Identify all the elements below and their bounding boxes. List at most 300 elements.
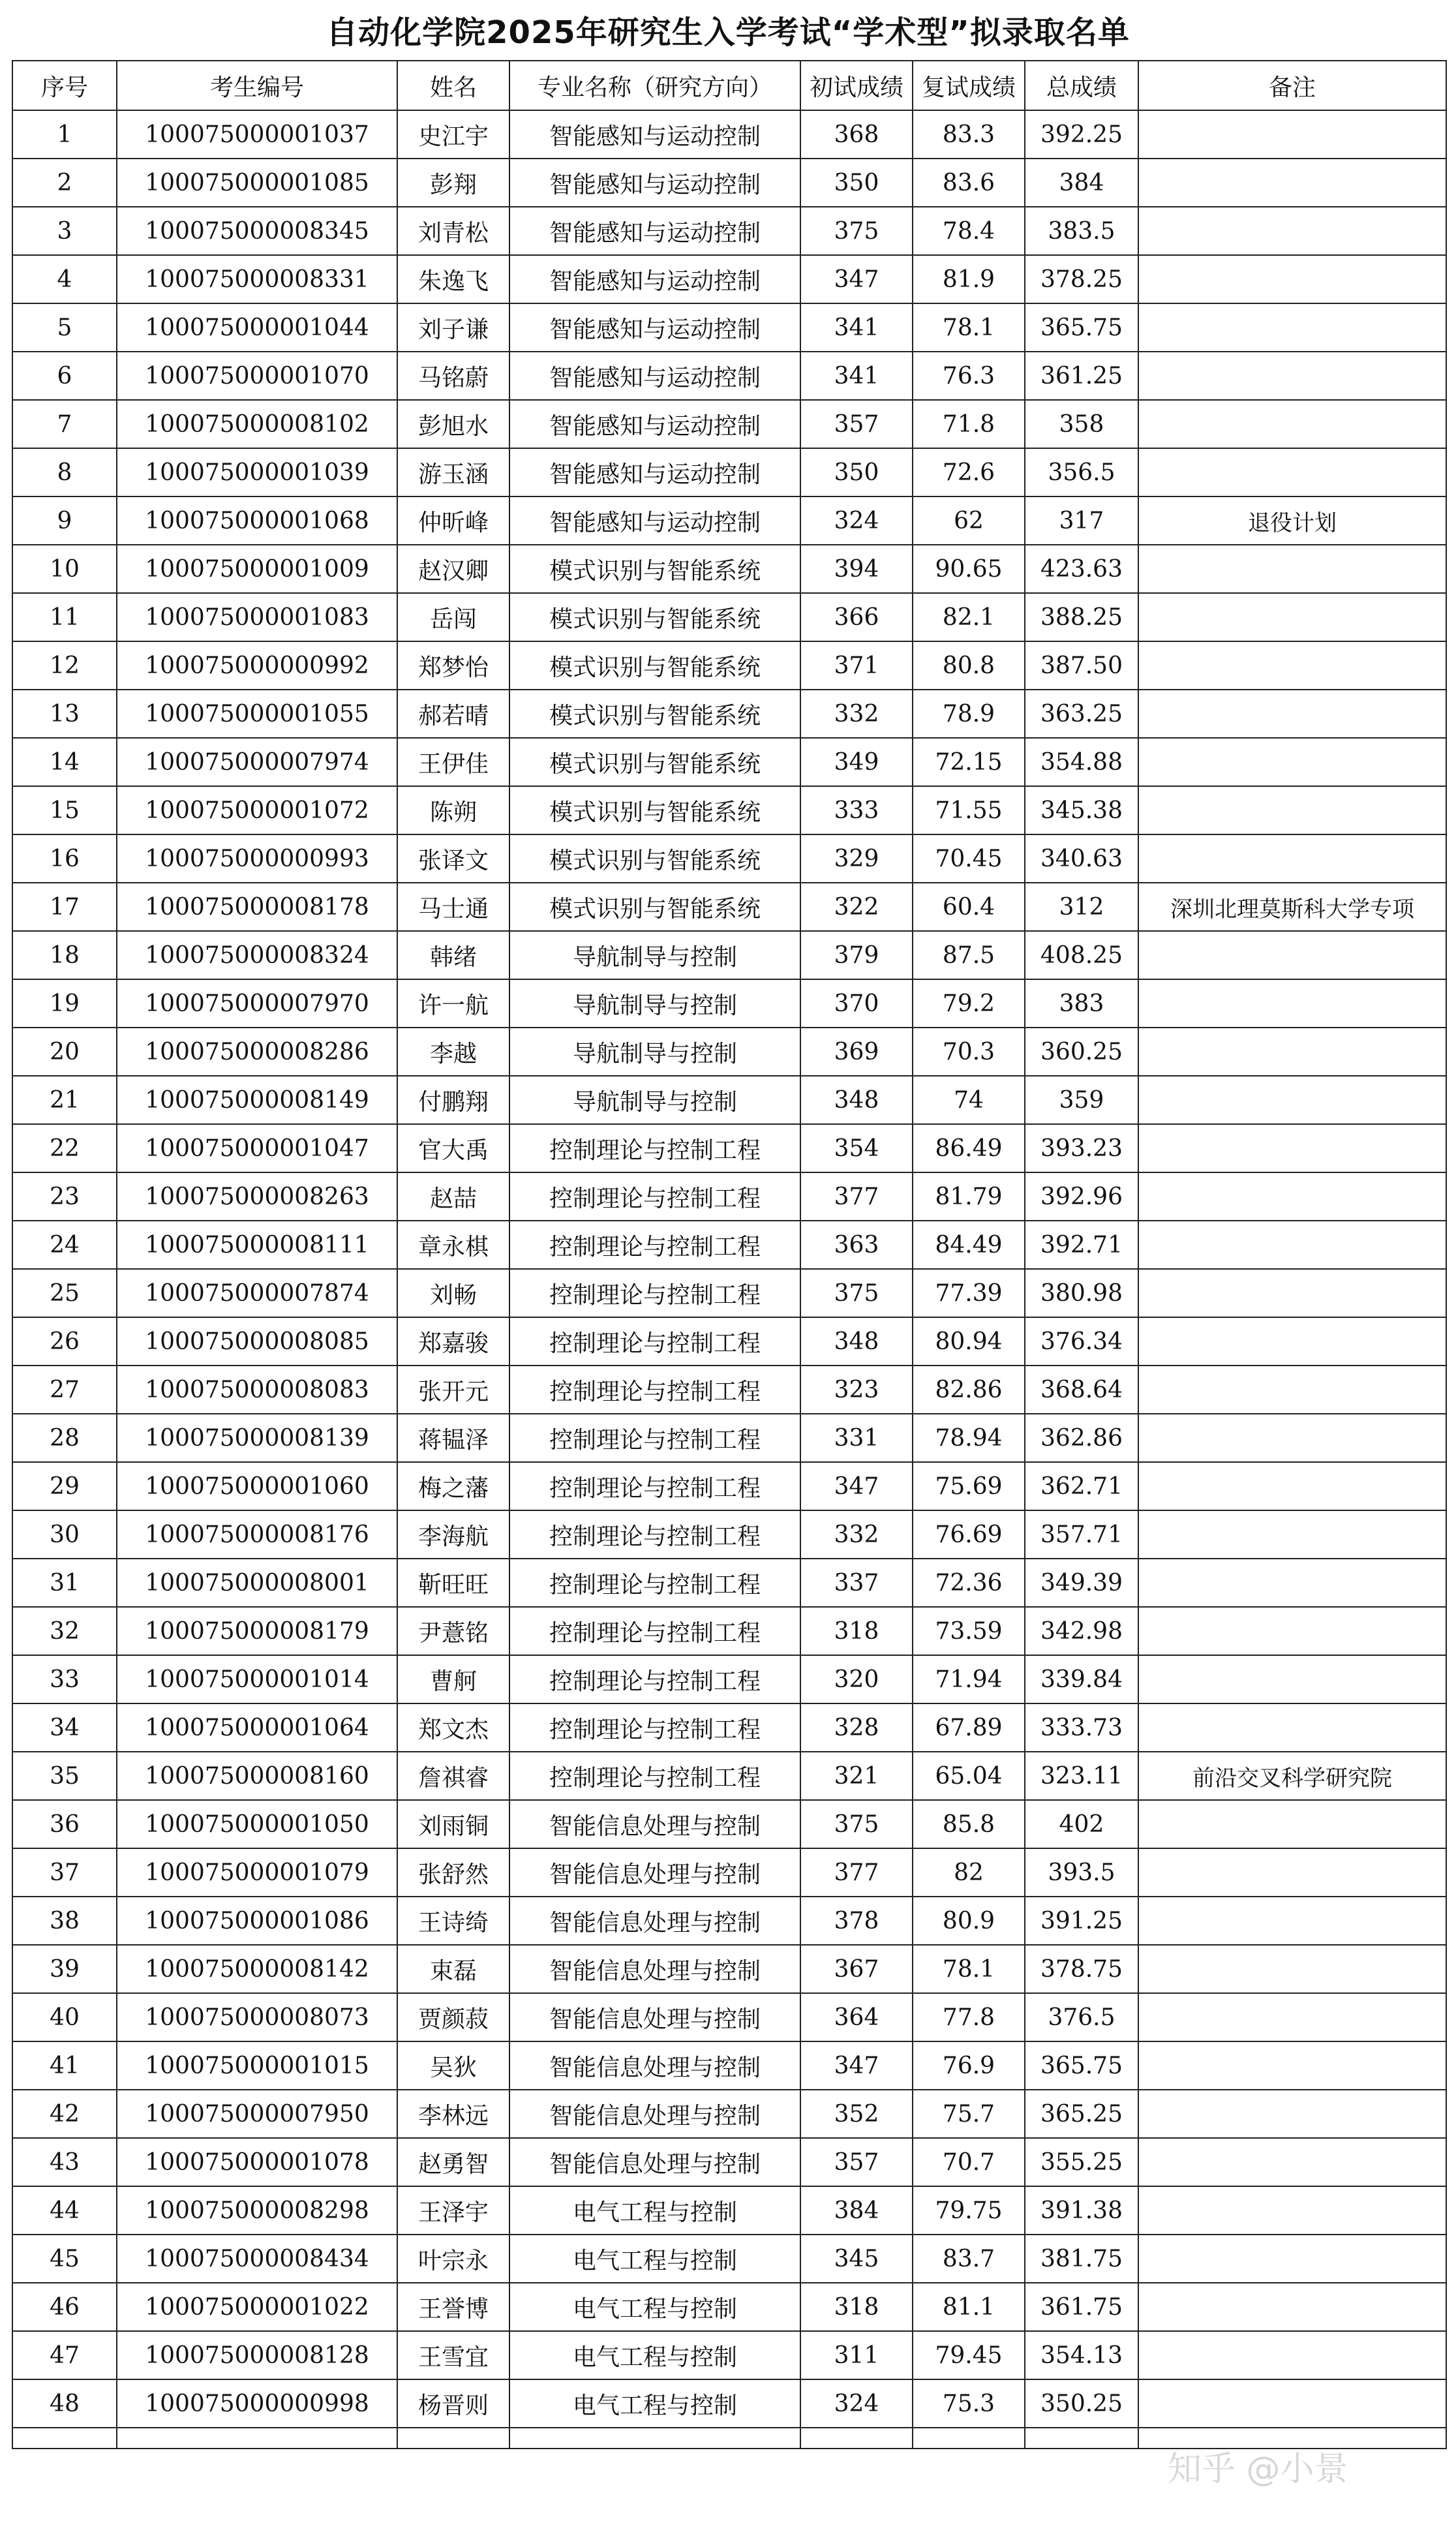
cell-initial-score: 320 [800,1655,913,1703]
cell-total-score: 383 [1025,979,1138,1028]
table-row [12,1462,1446,1510]
cell-retest-score: 83.3 [913,110,1025,159]
cell-name: 刘雨铜 [397,1800,509,1848]
cell-index: 8 [12,448,117,496]
cell-name: 刘畅 [397,1269,509,1317]
cell-name: 史江宇 [397,110,509,159]
cell-index: 43 [12,2138,117,2186]
cell-major: 控制理论与控制工程 [509,1317,800,1366]
table-row [12,303,1446,352]
cell-exam-id: 100075000008179 [117,1607,397,1655]
cell-total-score: 360.25 [1025,1028,1138,1076]
cell-major: 智能信息处理与控制 [509,1800,800,1848]
cell-exam-id: 100075000008083 [117,1366,397,1414]
col-header-exam-id: 考生编号 [117,61,397,110]
cell-remark [1138,1703,1446,1752]
cell-index: 48 [12,2379,117,2428]
cell-retest-score: 81.79 [913,1172,1025,1221]
cell-name: 贾颜菽 [397,1993,509,2041]
table-row [12,979,1446,1028]
cell-total-score: 362.71 [1025,1462,1138,1510]
cell-total-score: 384 [1025,159,1138,207]
cell-remark [1138,110,1446,159]
cell-major: 模式识别与智能系统 [509,593,800,641]
cell-name: 赵汉卿 [397,545,509,593]
empty-cell [117,2428,397,2449]
table-row [12,1703,1446,1752]
cell-remark [1138,1462,1446,1510]
cell-total-score: 391.25 [1025,1897,1138,1945]
cell-exam-id: 100075000001039 [117,448,397,496]
cell-index: 12 [12,641,117,690]
cell-initial-score: 347 [800,1462,913,1510]
cell-name: 韩绪 [397,931,509,979]
cell-total-score: 381.75 [1025,2235,1138,2283]
cell-remark: 深圳北理莫斯科大学专项 [1138,883,1446,931]
cell-total-score: 392.71 [1025,1221,1138,1269]
cell-retest-score: 79.2 [913,979,1025,1028]
cell-total-score: 333.73 [1025,1703,1138,1752]
cell-name: 梅之藩 [397,1462,509,1510]
cell-total-score: 376.34 [1025,1317,1138,1366]
table-row [12,1076,1446,1124]
cell-initial-score: 323 [800,1366,913,1414]
cell-name: 马铭蔚 [397,352,509,400]
cell-exam-id: 100075000007970 [117,979,397,1028]
cell-total-score: 387.50 [1025,641,1138,690]
cell-index: 19 [12,979,117,1028]
cell-initial-score: 377 [800,1172,913,1221]
cell-remark [1138,979,1446,1028]
cell-total-score: 363.25 [1025,690,1138,738]
cell-remark [1138,2379,1446,2428]
cell-index: 44 [12,2186,117,2235]
cell-retest-score: 81.1 [913,2283,1025,2331]
cell-exam-id: 100075000008286 [117,1028,397,1076]
cell-total-score: 361.25 [1025,352,1138,400]
cell-initial-score: 357 [800,2138,913,2186]
cell-index: 22 [12,1124,117,1172]
cell-total-score: 378.25 [1025,255,1138,303]
cell-total-score: 323.11 [1025,1752,1138,1800]
cell-total-score: 359 [1025,1076,1138,1124]
cell-index: 25 [12,1269,117,1317]
cell-exam-id: 100075000008128 [117,2331,397,2379]
cell-index: 16 [12,834,117,883]
cell-exam-id: 100075000008139 [117,1414,397,1462]
cell-exam-id: 100075000001083 [117,593,397,641]
cell-remark [1138,1028,1446,1076]
cell-total-score: 380.98 [1025,1269,1138,1317]
cell-initial-score: 357 [800,400,913,448]
cell-exam-id: 100075000008178 [117,883,397,931]
cell-retest-score: 90.65 [913,545,1025,593]
cell-exam-id: 100075000007974 [117,738,397,786]
cell-exam-id: 100075000001022 [117,2283,397,2331]
cell-index: 46 [12,2283,117,2331]
cell-retest-score: 70.3 [913,1028,1025,1076]
cell-major: 智能信息处理与控制 [509,1848,800,1897]
cell-total-score: 392.25 [1025,110,1138,159]
cell-remark [1138,1993,1446,2041]
cell-index: 32 [12,1607,117,1655]
cell-exam-id: 100075000008324 [117,931,397,979]
table-row [12,1800,1446,1848]
cell-remark [1138,1800,1446,1848]
cell-name: 尹薏铭 [397,1607,509,1655]
cell-remark [1138,255,1446,303]
cell-retest-score: 70.7 [913,2138,1025,2186]
cell-exam-id: 100075000001060 [117,1462,397,1510]
table-row [12,690,1446,738]
cell-index: 26 [12,1317,117,1366]
cell-initial-score: 375 [800,207,913,255]
cell-exam-id: 100075000001037 [117,110,397,159]
cell-initial-score: 371 [800,641,913,690]
table-row [12,2186,1446,2235]
cell-initial-score: 332 [800,690,913,738]
cell-total-score: 383.5 [1025,207,1138,255]
cell-index: 17 [12,883,117,931]
cell-exam-id: 100075000008001 [117,1559,397,1607]
cell-initial-score: 345 [800,2235,913,2283]
cell-remark [1138,690,1446,738]
cell-retest-score: 75.7 [913,2090,1025,2138]
cell-initial-score: 378 [800,1897,913,1945]
cell-major: 智能感知与运动控制 [509,352,800,400]
table-row [12,1414,1446,1462]
cell-total-score: 355.25 [1025,2138,1138,2186]
cell-total-score: 365.25 [1025,2090,1138,2138]
table-row [12,1221,1446,1269]
table-row [12,1752,1446,1800]
cell-retest-score: 78.4 [913,207,1025,255]
col-header-index: 序号 [12,61,117,110]
cell-major: 导航制导与控制 [509,931,800,979]
cell-index: 7 [12,400,117,448]
cell-remark [1138,1366,1446,1414]
cell-name: 官大禹 [397,1124,509,1172]
cell-initial-score: 328 [800,1703,913,1752]
cell-retest-score: 71.8 [913,400,1025,448]
cell-initial-score: 366 [800,593,913,641]
cell-total-score: 349.39 [1025,1559,1138,1607]
cell-index: 30 [12,1510,117,1559]
cell-exam-id: 100075000001079 [117,1848,397,1897]
admission-table [12,60,1447,2449]
table-row [12,1269,1446,1317]
empty-cell [12,2428,117,2449]
cell-major: 智能信息处理与控制 [509,2090,800,2138]
table-row [12,2235,1446,2283]
cell-major: 智能信息处理与控制 [509,1945,800,1993]
cell-remark [1138,738,1446,786]
table-row [12,159,1446,207]
cell-total-score: 392.96 [1025,1172,1138,1221]
cell-exam-id: 100075000001044 [117,303,397,352]
cell-retest-score: 71.94 [913,1655,1025,1703]
cell-exam-id: 100075000001055 [117,690,397,738]
cell-initial-score: 375 [800,1800,913,1848]
cell-exam-id: 100075000008102 [117,400,397,448]
cell-exam-id: 100075000008331 [117,255,397,303]
cell-remark [1138,834,1446,883]
table-row [12,2090,1446,2138]
cell-total-score: 350.25 [1025,2379,1138,2428]
cell-initial-score: 352 [800,2090,913,2138]
cell-name: 李海航 [397,1510,509,1559]
cell-remark [1138,786,1446,834]
cell-name: 刘青松 [397,207,509,255]
cell-total-score: 345.38 [1025,786,1138,834]
table-body [12,110,1446,2449]
cell-retest-score: 70.45 [913,834,1025,883]
cell-exam-id: 100075000001085 [117,159,397,207]
cell-retest-score: 75.3 [913,2379,1025,2428]
cell-retest-score: 72.36 [913,1559,1025,1607]
cell-major: 控制理论与控制工程 [509,1172,800,1221]
col-header-initial-score: 初试成绩 [800,61,913,110]
cell-retest-score: 86.49 [913,1124,1025,1172]
cell-total-score: 356.5 [1025,448,1138,496]
cell-index: 47 [12,2331,117,2379]
cell-initial-score: 321 [800,1752,913,1800]
cell-total-score: 408.25 [1025,931,1138,979]
cell-major: 控制理论与控制工程 [509,1221,800,1269]
cell-initial-score: 341 [800,352,913,400]
cell-initial-score: 331 [800,1414,913,1462]
cell-index: 38 [12,1897,117,1945]
cell-retest-score: 81.9 [913,255,1025,303]
cell-retest-score: 72.6 [913,448,1025,496]
cell-remark [1138,2331,1446,2379]
table-row [12,207,1446,255]
cell-total-score: 393.5 [1025,1848,1138,1897]
table-row [12,593,1446,641]
cell-exam-id: 100075000001064 [117,1703,397,1752]
cell-index: 21 [12,1076,117,1124]
table-row [12,110,1446,159]
cell-name: 彭翔 [397,159,509,207]
cell-index: 5 [12,303,117,352]
cell-total-score: 361.75 [1025,2283,1138,2331]
cell-remark [1138,1607,1446,1655]
table-row [12,2138,1446,2186]
cell-retest-score: 82 [913,1848,1025,1897]
cell-exam-id: 100075000000993 [117,834,397,883]
cell-remark [1138,1945,1446,1993]
cell-name: 郑文杰 [397,1703,509,1752]
cell-index: 3 [12,207,117,255]
cell-major: 模式识别与智能系统 [509,641,800,690]
cell-index: 13 [12,690,117,738]
table-row [12,1559,1446,1607]
cell-remark [1138,159,1446,207]
cell-exam-id: 100075000001014 [117,1655,397,1703]
empty-cell [397,2428,509,2449]
cell-initial-score: 332 [800,1510,913,1559]
cell-major: 智能感知与运动控制 [509,255,800,303]
cell-remark [1138,448,1446,496]
cell-retest-score: 83.7 [913,2235,1025,2283]
cell-remark [1138,2090,1446,2138]
cell-exam-id: 100075000008073 [117,1993,397,2041]
cell-retest-score: 82.86 [913,1366,1025,1414]
empty-cell [1025,2428,1138,2449]
cell-retest-score: 76.69 [913,1510,1025,1559]
cell-major: 导航制导与控制 [509,979,800,1028]
cell-index: 29 [12,1462,117,1510]
cell-index: 39 [12,1945,117,1993]
col-header-major: 专业名称（研究方向） [509,61,800,110]
cell-name: 杨晋则 [397,2379,509,2428]
cell-exam-id: 100075000000992 [117,641,397,690]
cell-retest-score: 77.8 [913,1993,1025,2041]
cell-exam-id: 100075000001070 [117,352,397,400]
cell-major: 控制理论与控制工程 [509,1752,800,1800]
table-row [12,1945,1446,1993]
cell-major: 模式识别与智能系统 [509,690,800,738]
cell-major: 智能感知与运动控制 [509,448,800,496]
table-row [12,931,1446,979]
cell-major: 控制理论与控制工程 [509,1269,800,1317]
cell-index: 14 [12,738,117,786]
cell-name: 张舒然 [397,1848,509,1897]
cell-name: 岳闯 [397,593,509,641]
cell-major: 控制理论与控制工程 [509,1414,800,1462]
cell-remark [1138,1414,1446,1462]
cell-name: 王泽宇 [397,2186,509,2235]
cell-retest-score: 72.15 [913,738,1025,786]
cell-initial-score: 311 [800,2331,913,2379]
cell-name: 吴狄 [397,2041,509,2090]
cell-name: 叶宗永 [397,2235,509,2283]
cell-name: 郝若晴 [397,690,509,738]
cell-major: 控制理论与控制工程 [509,1559,800,1607]
table-row [12,883,1446,931]
cell-index: 10 [12,545,117,593]
cell-index: 1 [12,110,117,159]
cell-exam-id: 100075000008149 [117,1076,397,1124]
col-header-total-score: 总成绩 [1025,61,1138,110]
cell-index: 6 [12,352,117,400]
cell-remark [1138,1848,1446,1897]
cell-name: 王誉博 [397,2283,509,2331]
cell-initial-score: 350 [800,159,913,207]
cell-index: 36 [12,1800,117,1848]
cell-name: 王伊佳 [397,738,509,786]
cell-name: 张开元 [397,1366,509,1414]
cell-retest-score: 87.5 [913,931,1025,979]
cell-retest-score: 65.04 [913,1752,1025,1800]
cell-index: 20 [12,1028,117,1076]
cell-initial-score: 324 [800,496,913,545]
cell-major: 电气工程与控制 [509,2379,800,2428]
table-row [12,738,1446,786]
cell-total-score: 339.84 [1025,1655,1138,1703]
cell-retest-score: 76.3 [913,352,1025,400]
cell-major: 导航制导与控制 [509,1076,800,1124]
cell-exam-id: 100075000001050 [117,1800,397,1848]
cell-name: 赵勇智 [397,2138,509,2186]
cell-initial-score: 354 [800,1124,913,1172]
cell-initial-score: 318 [800,2283,913,2331]
cell-name: 李林远 [397,2090,509,2138]
col-header-retest-score: 复试成绩 [913,61,1025,110]
cell-total-score: 391.38 [1025,2186,1138,2235]
table-row [12,1124,1446,1172]
cell-name: 付鹏翔 [397,1076,509,1124]
cell-initial-score: 350 [800,448,913,496]
cell-major: 智能感知与运动控制 [509,110,800,159]
cell-retest-score: 77.39 [913,1269,1025,1317]
table-row [12,2283,1446,2331]
cell-total-score: 362.86 [1025,1414,1138,1462]
cell-name: 詹祺睿 [397,1752,509,1800]
cell-total-score: 340.63 [1025,834,1138,883]
cell-retest-score: 82.1 [913,593,1025,641]
cell-remark [1138,207,1446,255]
table-header-row [12,61,1446,110]
cell-remark [1138,931,1446,979]
cell-index: 37 [12,1848,117,1897]
cell-name: 陈朔 [397,786,509,834]
cell-name: 朱逸飞 [397,255,509,303]
cell-major: 智能感知与运动控制 [509,496,800,545]
cell-retest-score: 85.8 [913,1800,1025,1848]
cell-exam-id: 100075000008111 [117,1221,397,1269]
cell-remark [1138,1221,1446,1269]
cell-exam-id: 100075000001015 [117,2041,397,2090]
table-row [12,448,1446,496]
cell-name: 束磊 [397,1945,509,1993]
cell-exam-id: 100075000008345 [117,207,397,255]
cell-major: 智能感知与运动控制 [509,303,800,352]
cell-index: 28 [12,1414,117,1462]
cell-total-score: 423.63 [1025,545,1138,593]
cell-remark [1138,1076,1446,1124]
cell-index: 2 [12,159,117,207]
cell-total-score: 402 [1025,1800,1138,1848]
cell-major: 控制理论与控制工程 [509,1366,800,1414]
cell-index: 42 [12,2090,117,2138]
cell-retest-score: 80.9 [913,1897,1025,1945]
cell-major: 控制理论与控制工程 [509,1703,800,1752]
cell-index: 9 [12,496,117,545]
cell-retest-score: 83.6 [913,159,1025,207]
cell-remark [1138,545,1446,593]
cell-index: 18 [12,931,117,979]
cell-index: 31 [12,1559,117,1607]
cell-total-score: 354.13 [1025,2331,1138,2379]
cell-exam-id: 100075000008160 [117,1752,397,1800]
cell-exam-id: 100075000008142 [117,1945,397,1993]
cell-total-score: 376.5 [1025,1993,1138,2041]
cell-retest-score: 79.75 [913,2186,1025,2235]
cell-name: 靳旺旺 [397,1559,509,1607]
cell-name: 蒋韫泽 [397,1414,509,1462]
cell-initial-score: 370 [800,979,913,1028]
cell-retest-score: 75.69 [913,1462,1025,1510]
cell-retest-score: 78.9 [913,690,1025,738]
cell-initial-score: 377 [800,1848,913,1897]
cell-initial-score: 324 [800,2379,913,2428]
cell-index: 23 [12,1172,117,1221]
cell-name: 章永棋 [397,1221,509,1269]
cell-retest-score: 78.94 [913,1414,1025,1462]
cell-exam-id: 100075000001072 [117,786,397,834]
cell-exam-id: 100075000007874 [117,1269,397,1317]
